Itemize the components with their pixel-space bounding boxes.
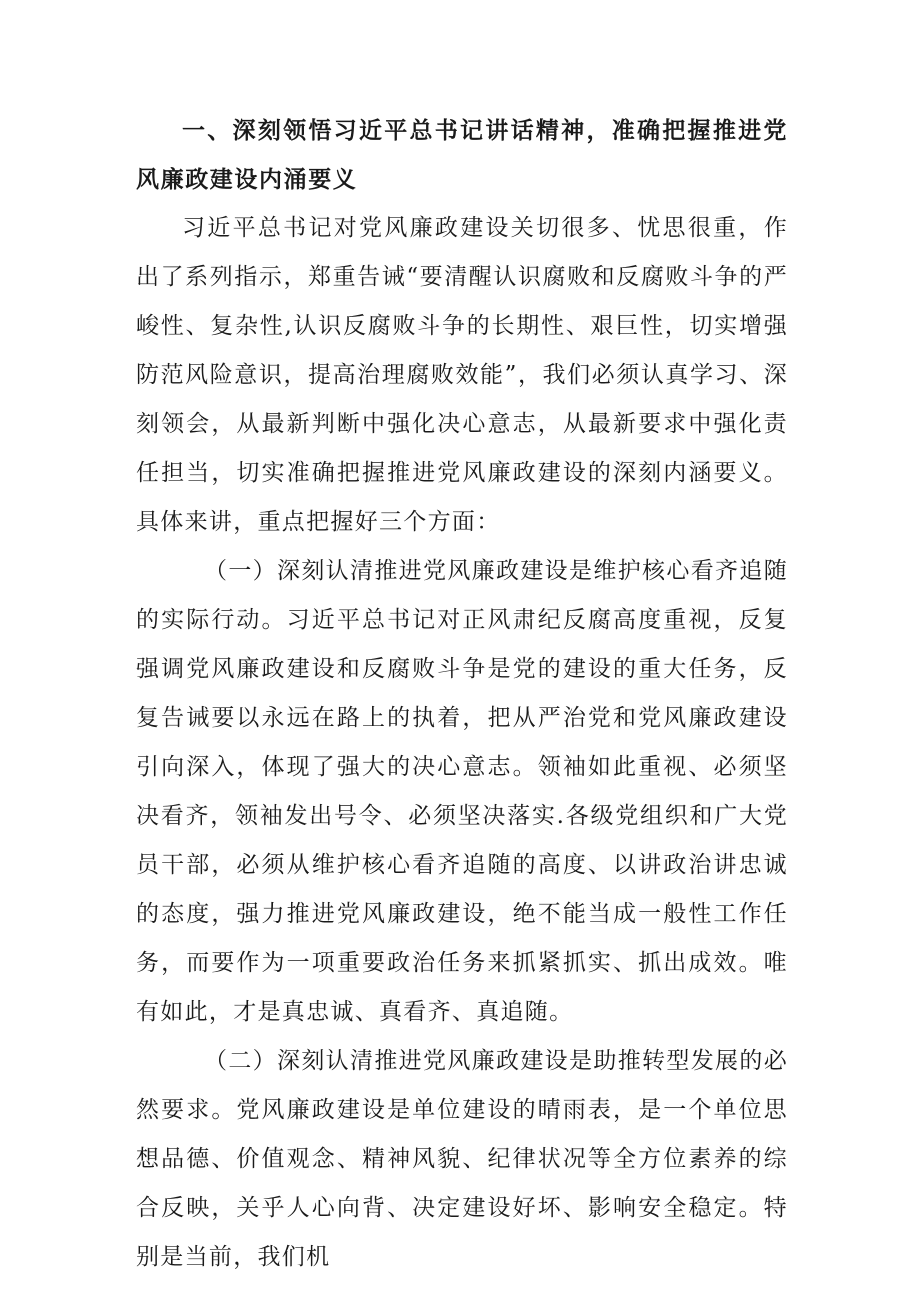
- body-paragraph-point-1: （一）深刻认清推进党风廉政建设是维护核心看齐追随的实际行动。习近平总书记对正风肃纪反腐高度重视，反复强调党风廉政建设和反腐败斗争是党的建设的重大任务，反复告诫要以永远在路上的执着，把从严治党和党风廉政建设引向深入，体现了强大的决心意志。领袖如此重视、必须坚决看齐，领袖发出号令、必须坚决落实.各级党组织和广大党员干部，必须从维护核心看齐追随的高度、以讲政治讲忠诚的态度，强力推进党风廉政建设，绝不能当成一般性工作任务，而要作为一项重要政治任务来抓紧抓实、抓出成效。唯有如此，才是真忠诚、真看齐、真追随。: [136, 558, 788, 1025]
- section-heading: 一、深刻领悟习近平总书记讲话精神，准确把握推进党风廉政建设内涌要义: [136, 117, 788, 193]
- body-paragraph-point-2: （二）深刻认清推进党风廉政建设是助推转型发展的必然要求。党风廉政建设是单位建设的晴雨表，是一个单位思想品德、价值观念、精神风貌、纪律状况等全方位素养的综合反映，关乎人心向背、决定建设好坏、影响安全稳定。特别是当前，我们机: [136, 1048, 788, 1270]
- document-body: [136, 106, 788, 1282]
- body-paragraph-intro: 习近平总书记对党风廉政建设关切很多、忧思很重，作出了系列指示，郑重告诫“要清醒认识腐败和反腐败斗争的严峻性、复杂性,认识反腐败斗争的长期性、艰巨性，切实增强防范风险意识，提高治理腐败效能”，我们必须认真学习、深刻领会，从最新判断中强化决心意志，从最新要求中强化责任担当，切实准确把握推进党风廉政建设的深刻内涵要义。具体来讲，重点把握好三个方面：: [136, 215, 788, 535]
